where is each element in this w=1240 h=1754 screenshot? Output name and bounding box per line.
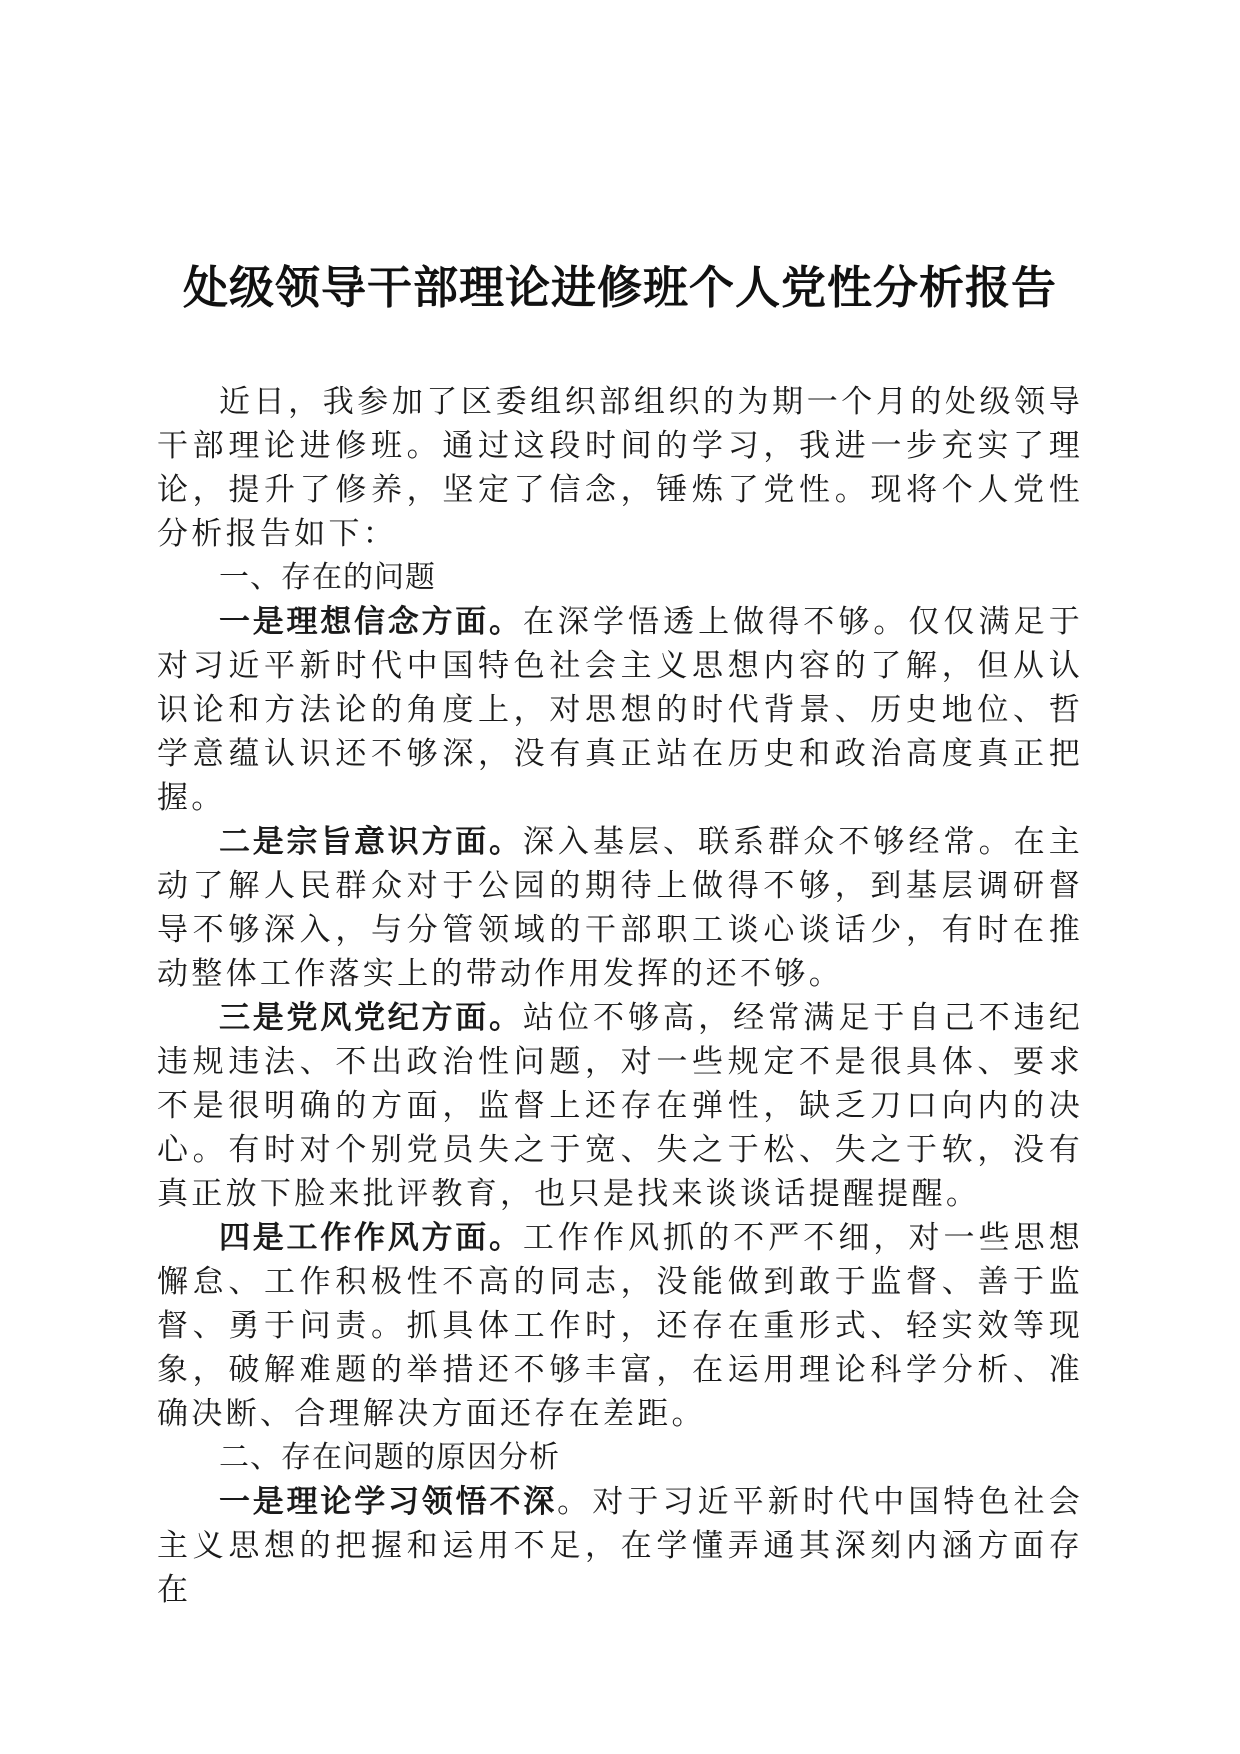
document-title: 处级领导干部理论进修班个人党性分析报告 (182, 261, 1057, 314)
paragraph-lead: 一是理想信念方面。 (219, 604, 523, 640)
paragraph-text: 。对于习近平新时代中国特色社会主义思想的把握和运用不足，在学懂弄通其深刻内涵方面存在 (157, 1484, 1083, 1608)
cause-paragraph-theory (157, 1480, 1083, 1612)
paragraph-lead: 三是党风党纪方面。 (219, 1000, 523, 1036)
problem-paragraph-purpose (157, 820, 1083, 996)
document-body (157, 380, 1083, 1612)
paragraph-text: 在深学悟透上做得不够。仅仅满足于对习近平新时代中国特色社会主义思想内容的了解，但从认识论和方法论的角度上，对思想的时代背景、历史地位、哲学意蕴认识还不够深，没有真正站在历史和政治高度真正把握。 (157, 604, 1083, 816)
problem-paragraph-workstyle (157, 1216, 1083, 1436)
paragraph-text: 深入基层、联系群众不够经常。在主动了解人民群众对于公园的期待上做得不够，到基层调研督导不够深入，与分管领域的干部职工谈心谈话少，有时在推动整体工作落实上的带动作用发挥的还不够。 (157, 824, 1083, 992)
section-heading-causes: 二、存在问题的原因分析 (219, 1440, 560, 1475)
section-heading-problems: 一、存在的问题 (219, 560, 436, 595)
intro-paragraph: 近日，我参加了区委组织部组织的为期一个月的处级领导干部理论进修班。通过这段时间的学习，我进一步充实了理论，提升了修养，坚定了信念，锤炼了党性。现将个人党性分析报告如下： (157, 384, 1083, 552)
problem-paragraph-discipline (157, 996, 1083, 1216)
paragraph-text: 工作作风抓的不严不细，对一些思想懈怠、工作积极性不高的同志，没能做到敢于监督、善于监督、勇于问责。抓具体工作时，还存在重形式、轻实效等现象，破解难题的举措还不够丰富，在运用理论科学分析、准确决断、合理解决方面还存在差距。 (157, 1220, 1083, 1432)
paragraph-lead: 二是宗旨意识方面。 (219, 824, 523, 860)
paragraph-lead: 四是工作作风方面。 (219, 1220, 523, 1256)
problem-paragraph-ideals (157, 600, 1083, 820)
paragraph-text: 站位不够高，经常满足于自己不违纪违规违法、不出政治性问题，对一些规定不是很具体、要求不是很明确的方面，监督上还存在弹性，缺乏刀口向内的决心。有时对个别党员失之于宽、失之于松、失之于软，没有真正放下脸来批评教育，也只是找来谈谈话提醒提醒。 (157, 1000, 1083, 1212)
paragraph-lead: 一是理论学习领悟不深 (219, 1484, 558, 1520)
